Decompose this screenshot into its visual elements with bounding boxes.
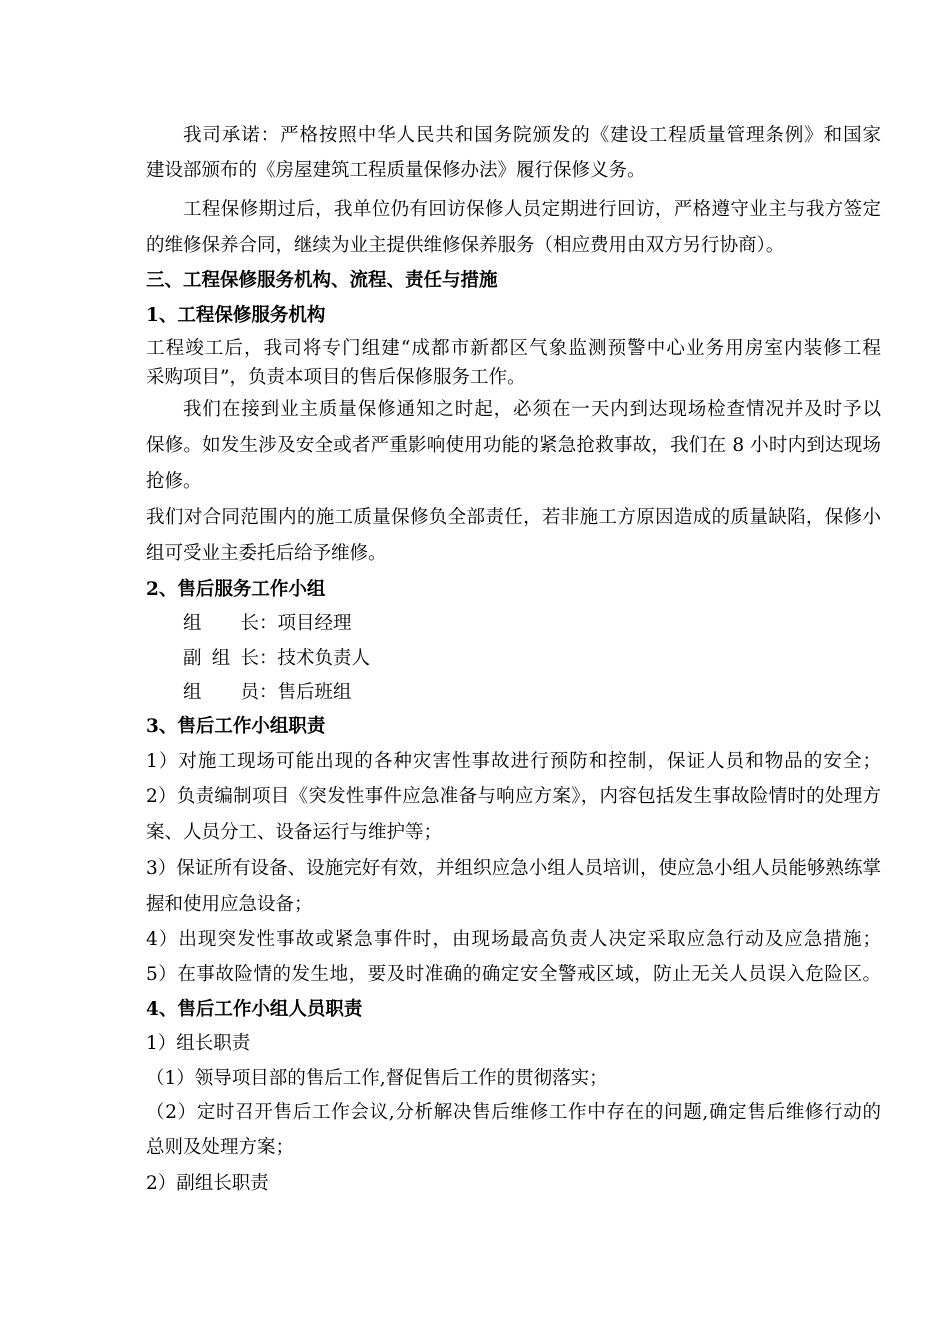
sub1-line-7: 组可受业主委托后给予维修。 bbox=[146, 543, 387, 564]
sub1-line-5: 抢修。 bbox=[146, 471, 202, 492]
subsection-4-heading: 4、售后工作小组人员职责 bbox=[146, 999, 363, 1020]
team-row-member bbox=[183, 681, 352, 705]
team-role: 副组长 bbox=[183, 648, 259, 669]
sub3-line-4: 3）保证所有设备、设施完好有效，并组织应急小组人员培训，使应急小组人员能够熟练掌 bbox=[146, 858, 881, 879]
sub1-line-3: 我们在接到业主质量保修通知之时起，必须在一天内到达现场检查情况并及时予以 bbox=[183, 399, 881, 420]
team-role: 组员 bbox=[183, 682, 259, 703]
paragraph-followup-line-2: 的维修保养合同，继续为业主提供维修保养服务（相应费用由双方另行协商）。 bbox=[146, 235, 785, 256]
sub1-line-4: 保修。如发生涉及安全或者严重影响使用功能的紧急抢救事故，我们在 8 小时内到达现场 bbox=[146, 435, 881, 456]
sub1-line-1: 工程竣工后，我司将专门组建“成都市新都区气象监测预警中心业务用房室内装修工程 bbox=[146, 338, 881, 359]
sub3-line-6: 4）出现突发性事故或紧急事件时，由现场最高负责人决定采取应急行动及应急措施； bbox=[146, 929, 881, 950]
subsection-1-heading: 1、工程保修服务机构 bbox=[146, 305, 326, 326]
sub3-line-5: 握和使用应急设备； bbox=[146, 894, 313, 915]
paragraph-commitment-line-2: 建设部颁布的《房屋建筑工程质量保修办法》履行保修义务。 bbox=[146, 160, 646, 181]
paragraph-commitment-line-1: 我司承诺：严格按照中华人民共和国务院颁发的《建设工程质量管理条例》和国家 bbox=[183, 125, 881, 146]
section-3-heading: 三、工程保修服务机构、流程、责任与措施 bbox=[146, 270, 498, 291]
team-person: ：技术负责人 bbox=[259, 648, 371, 669]
paragraph-followup-line-1: 工程保修期过后，我单位仍有回访保修人员定期进行回访，严格遵守业主与我方签定 bbox=[183, 199, 881, 220]
sub3-line-3: 案、人员分工、设备运行与维护等； bbox=[146, 822, 443, 843]
team-row-leader bbox=[183, 612, 352, 636]
sub3-line-2: 2）负责编制项目《突发性事件应急准备与响应方案》，内容包括发生事故险情时的处理方 bbox=[146, 786, 881, 807]
sub4-line-1: 1）组长职责 bbox=[146, 1033, 251, 1054]
subsection-2-heading: 2、售后服务工作小组 bbox=[146, 579, 326, 600]
team-person: ：项目经理 bbox=[259, 613, 352, 634]
sub4-line-2: （1）领导项目部的售后工作,督促售后工作的贯彻落实； bbox=[146, 1068, 608, 1089]
team-row-deputy bbox=[183, 647, 370, 671]
sub1-line-2: 采购项目”，负责本项目的售后保修服务工作。 bbox=[146, 367, 526, 388]
sub4-line-3: （2）定时召开售后工作会议,分析解决售后维修工作中存在的问题,确定售后维修行动的 bbox=[146, 1102, 881, 1123]
sub1-line-6: 我们对合同范围内的施工质量保修负全部责任，若非施工方原因造成的质量缺陷，保修小 bbox=[146, 507, 881, 528]
sub4-line-5: 2）副组长职责 bbox=[146, 1173, 269, 1194]
subsection-3-heading: 3、售后工作小组职责 bbox=[146, 716, 326, 737]
team-role: 组长 bbox=[183, 613, 259, 634]
team-person: ：售后班组 bbox=[259, 682, 352, 703]
sub3-line-1: 1）对施工现场可能出现的各种灾害性事故进行预防和控制，保证人员和物品的安全； bbox=[146, 751, 881, 772]
sub3-line-7: 5）在事故险情的发生地，要及时准确的确定安全警戒区域，防止无关人员误入危险区。 bbox=[146, 964, 881, 985]
sub4-line-4: 总则及处理方案； bbox=[146, 1137, 295, 1158]
